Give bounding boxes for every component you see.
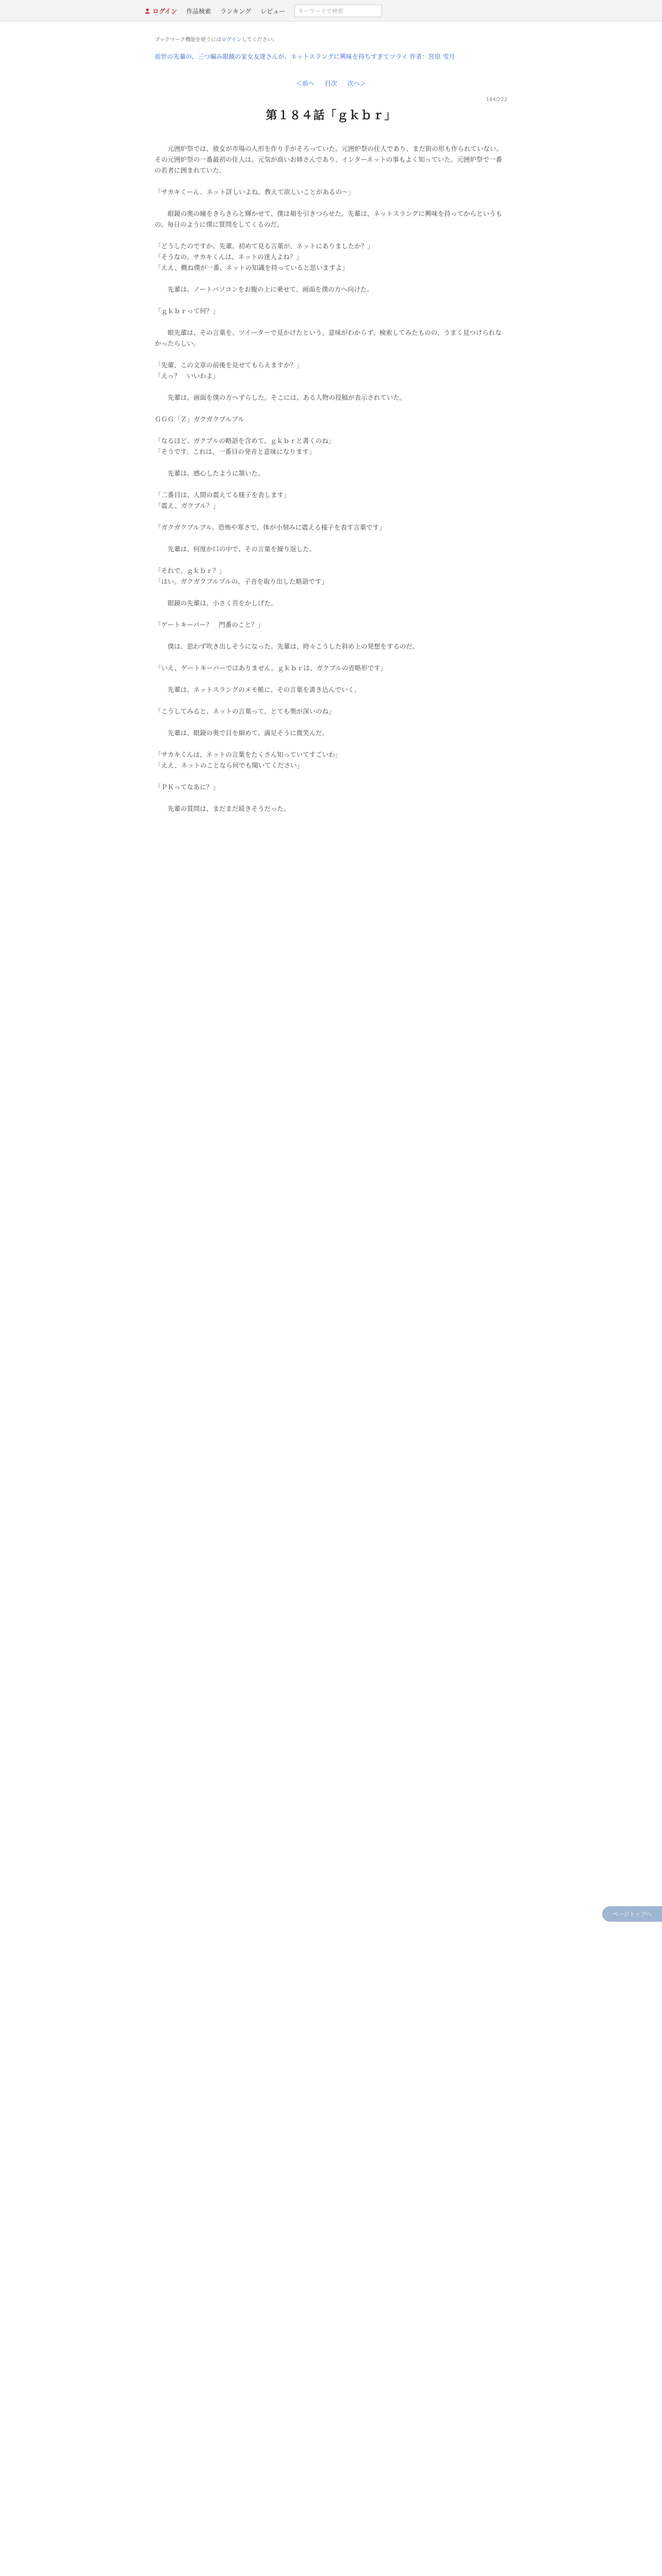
blank-line [155,295,507,306]
body-paragraph: 「はい。ガクガクブルブルの、子音を取り出した略語です」 [155,578,328,585]
body-paragraph: 先輩は、眼鏡の奥で目を細めて、満足そうに微笑んだ。 [161,729,329,737]
blank-line [155,349,507,360]
work-search-link[interactable]: 作品検索 [186,7,211,15]
notice-suffix: してください。 [241,37,278,43]
chapter-body [155,143,507,814]
blank-line [155,176,507,187]
body-paragraph: ＧＧＧ「Ｚ」ガクガクブルブル [155,415,245,423]
body-paragraph: 「サカキくんは、ネットの言葉をたくさん知っていてすごいわ」 [155,751,342,758]
blank-line [155,197,507,208]
prev-chapter-link[interactable]: ＜前へ [296,80,315,87]
notice-login-link[interactable]: ログイン [221,37,242,43]
blank-line [155,230,507,241]
body-paragraph: 「そうです。これは、一番目の発音と意味になります」 [155,448,316,455]
body-paragraph: 「どうしたのですか、先輩。初めて見る言葉が、ネットにありましたか？」 [155,242,374,250]
blank-line [155,554,507,565]
blank-line [155,381,507,392]
body-paragraph: 「二番目は、人間の震えてる様子を表します」 [155,491,290,499]
body-paragraph: 「ゲートキーパー？ 門番のこと？」 [155,621,264,629]
chapter-pager [155,79,507,88]
login-label: ログイン [153,7,177,15]
blank-line [155,771,507,782]
body-paragraph: 眼鏡の先輩は、小さく首をかしげた。 [161,599,277,607]
blank-line [155,673,507,684]
body-paragraph: 「それで、ｇｋｂｒ？」 [155,567,226,574]
toc-link[interactable]: 目次 [324,80,337,87]
blank-line [155,717,507,727]
body-paragraph: 先輩の質問は、まだまだ続きそうだった。 [161,805,290,812]
author-prefix: 作者： [409,53,428,60]
blank-line [155,533,507,544]
body-paragraph: 僕は、思わず吹き出しそうになった。先輩は、時々こうした斜め上の発想をするのだ。 [161,642,419,650]
chapter-number: 184/222 [486,97,507,103]
body-paragraph: 先輩は、ネットスラングのメモ帳に、その言葉を書き込んでいく。 [161,686,361,693]
body-paragraph: 先輩は、何度か口の中で、その言葉を繰り返した。 [161,545,316,553]
bookmark-notice [155,35,507,43]
body-paragraph: 「ガクガクブルブル。恐怖や寒さで、体が小刻みに震える様子を表す言葉です」 [155,523,386,531]
notice-prefix: ブックマーク機能を使うには [155,37,222,43]
body-paragraph: 「震え、ガクブル？」 [155,502,220,510]
body-paragraph: 「いえ、ゲートキーパーではありません。ｇｋｂｒは、ガクブルの省略形です」 [155,664,387,672]
header-nav [144,4,382,18]
body-paragraph: 「ええ、概ね僕が一番、ネットの知識を持っていると思いますよ」 [155,264,349,272]
blank-line [155,457,507,468]
blank-line [155,587,507,598]
blank-line [155,695,507,706]
body-paragraph: 眼鏡の奥の瞳をきらきらと輝かせて、僕は頬を引きつらせた。先輩は、ネットスラングに興味を持ってからというもの、毎日のように僕に質問をしてくるのだ。 [155,210,503,228]
body-paragraph: 「サカキくーん、ネット詳しいよね。教えて欲しいことがあるの～」 [155,188,355,196]
series-title: 前世の先輩の、三つ編み眼鏡の家女友達さんが、ネットスラングに興味を持ちすぎてツライ [155,53,408,60]
blank-line [155,630,507,641]
search-input[interactable] [294,5,382,17]
body-paragraph: 「そうなの。サカキくんは、ネットの達人よね？」 [155,253,303,261]
novel-page [155,22,507,814]
body-paragraph: 「こうしてみると、ネットの言葉って、とても奥が深いのね」 [155,707,335,715]
body-paragraph: 「先輩、この文章の前後を見せてもらえますか？」 [155,361,303,369]
body-paragraph: 先輩は、画面を僕の方へずらした。そこには、ある人物の投稿が表示されていた。 [161,394,406,401]
blank-line [155,403,507,414]
body-paragraph: 「ＰＫってなあに？」 [155,783,220,791]
review-link[interactable]: レビュー [260,7,286,15]
blank-line [155,316,507,327]
blank-line [155,425,507,435]
blank-line [155,792,507,803]
blank-line [155,738,507,749]
author-name: 宮原 雪月 [428,53,455,60]
body-paragraph: 先輩は、ノートパソコンをお腹の上に乗せて、画面を僕の方へ向けた。 [161,285,373,293]
body-paragraph: 元囲炉祭では、彼女が市場の人形を作り手がそろっていた。元囲炉祭の住人であり、まだ街の形も作られていない。その元囲炉祭の一番最初の住人は、元気が高いお姉さんであり、インターネットの事もよく知っていた。元囲炉祭で一番の若者に囲まれていた。 [155,145,503,174]
body-paragraph: 「えっ？ いいわよ」 [155,372,220,380]
page-top-button[interactable]: ページトップへ [602,1906,662,1922]
blank-line [155,608,507,619]
login-link[interactable] [144,7,177,15]
body-paragraph: 「ええ、ネットのことなら何でも聞いてください」 [155,761,304,769]
body-paragraph: 先輩は、感心したように頷いた。 [161,469,264,477]
body-paragraph: 「なるほど、ガクブルの略語を含めて、ｇｋｂｒと書くのね」 [155,437,335,445]
series-title-link[interactable] [155,52,507,61]
blank-line [155,511,507,522]
body-paragraph: 「ｇｋｂｒって何？」 [155,307,220,315]
blank-line [155,273,507,284]
blank-line [155,652,507,663]
ranking-link[interactable]: ランキング [220,7,252,15]
site-header [0,0,662,22]
chapter-title: 第１８４話「ｇｋｂｒ」 [266,109,396,122]
person-icon [144,8,151,14]
next-chapter-link[interactable]: 次へ＞ [347,80,366,87]
blank-line [155,479,507,489]
body-paragraph: 眼先輩は、その言葉を、ツイーターで見かけたという。意味がわからず、検索してみたものの、うまく見つけられなかったらしい。 [155,329,502,347]
